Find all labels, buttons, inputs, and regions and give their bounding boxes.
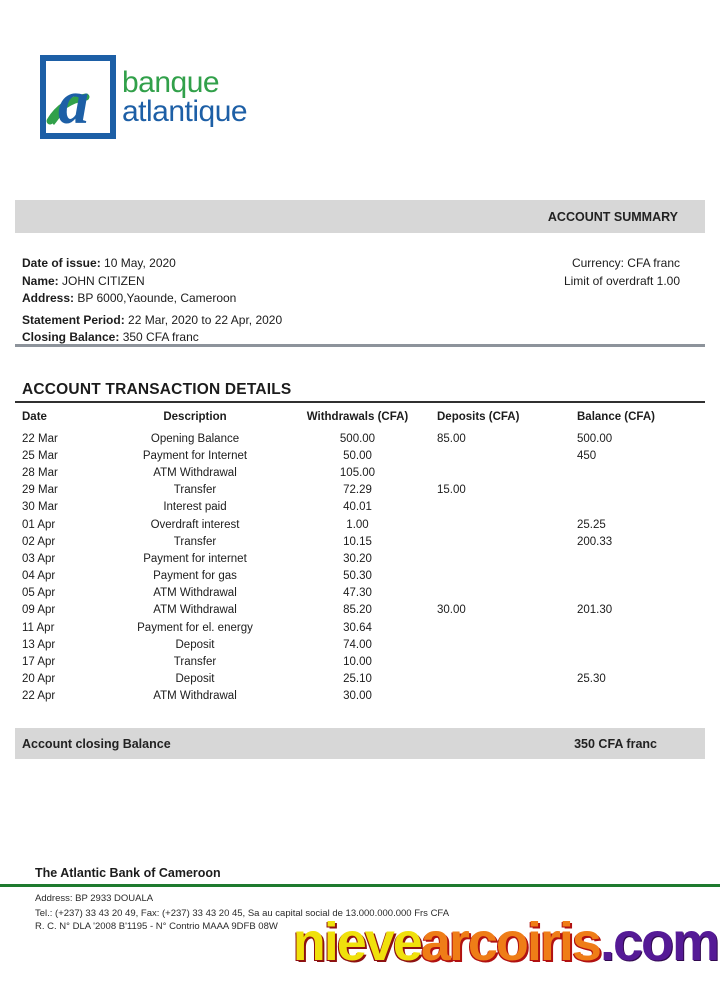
transaction-cell: 500.00 [339,432,376,445]
transaction-cell: 15.00 [437,484,466,497]
transaction-cell: Transfer [173,656,217,669]
transaction-row [15,516,705,533]
transaction-cell [415,464,555,481]
site-watermark [293,913,718,972]
col-header-deposits: Deposits (CFA) [437,411,520,423]
transaction-cell [415,447,555,464]
transaction-cell [555,550,705,567]
transaction-cell: 40.01 [343,501,372,514]
transaction-cell: Interest paid [163,501,227,514]
transaction-cell [415,619,555,636]
statement-period-label: Statement Period: [22,312,125,327]
transaction-cell: 1.00 [346,518,369,531]
transactions-header-row [15,404,705,430]
transaction-cell [555,568,705,585]
transaction-cell: 85.20 [343,604,372,617]
currency-line: Currency: CFA franc [571,256,680,270]
footer-green-divider [0,884,720,887]
transaction-row [15,464,705,481]
bank-logo-icon [40,55,116,139]
transaction-cell [555,499,705,516]
transaction-cell [415,516,555,533]
transaction-cell: 30.00 [437,604,466,617]
transaction-row [15,688,705,705]
transaction-cell: 04 Apr [22,570,56,583]
transaction-cell [415,550,555,567]
transaction-cell [555,585,705,602]
transaction-cell: 201.30 [577,604,613,617]
transaction-cell: 30 Mar [22,501,58,514]
bank-logo-wordmark [122,66,248,128]
transaction-row [15,430,705,447]
name-label: Name: [22,273,59,288]
account-summary-title: ACCOUNT SUMMARY [547,209,678,224]
transactions-table [15,404,705,705]
transaction-cell: Opening Balance [150,432,240,445]
transaction-cell: 85.00 [437,432,466,445]
transactions-title: ACCOUNT TRANSACTION DETAILS [22,381,292,398]
transaction-cell: Overdraft interest [150,518,240,531]
transaction-cell: Transfer [173,535,217,548]
transaction-cell: 20 Apr [22,673,56,686]
account-closing-balance-value: 350 CFA franc [574,736,657,751]
transaction-cell [555,482,705,499]
account-closing-balance-bar [15,728,705,759]
transaction-cell [415,533,555,550]
col-header-balance: Balance (CFA) [577,411,655,423]
statement-period-value: 22 Mar, 2020 to 22 Apr, 2020 [124,312,283,327]
transaction-cell: Payment for el. energy [137,621,253,634]
transaction-cell: 28 Mar [22,466,58,479]
closing-balance-label: Closing Balance: [22,330,120,344]
logo-word-banque: banque [122,66,220,99]
date-of-issue-label: Date of issue: [22,256,101,270]
watermark-part-nieve: nieve [292,912,421,972]
transaction-row [15,671,705,688]
watermark-part-com: .com [599,912,718,972]
transaction-cell: 50.30 [343,570,372,583]
transaction-cell: 47.30 [343,587,372,600]
account-summary-header [15,200,705,233]
transaction-cell: 02 Apr [22,535,56,548]
transaction-cell [555,464,705,481]
address-line [22,290,282,308]
col-header-description: Description [163,411,227,423]
transaction-cell [555,653,705,670]
transaction-cell: 10.00 [343,656,372,669]
transaction-cell: 11 Apr [22,621,55,634]
transaction-cell: 450 [577,449,597,462]
transaction-cell: 25.10 [343,673,372,686]
transaction-cell: 25.30 [577,673,606,686]
transaction-row [15,585,705,602]
transaction-cell [415,636,555,653]
transaction-cell: ATM Withdrawal [153,587,237,600]
watermark-part-arcoiris: arcoiris [420,912,600,972]
footer-registration: R. C. N° DLA '2008 B'1195 - N° Contrio MAAA 9DFB 08W [35,921,278,932]
transaction-cell: 29 Mar [22,484,58,497]
transaction-cell: 200.33 [577,535,613,548]
transaction-cell: Payment for internet [143,552,247,565]
transaction-cell [555,688,705,705]
transaction-cell: 74.00 [343,638,372,651]
statement-period-line [22,312,282,330]
transaction-cell [415,568,555,585]
transaction-cell: 30.00 [343,690,372,703]
transaction-cell: 05 Apr [22,587,56,600]
account-closing-balance-label: Account closing Balance [22,736,171,751]
transaction-cell: 500.00 [577,432,613,445]
transaction-row [15,636,705,653]
footer-address: Address: BP 2933 DOUALA [35,893,154,904]
transaction-cell: 25 Mar [22,449,58,462]
date-of-issue-value: 10 May, 2020 [100,256,176,270]
transaction-cell [415,499,555,516]
name-line [22,273,282,291]
transaction-cell: 22 Mar [22,432,58,445]
transaction-cell: 13 Apr [22,638,56,651]
transaction-cell [555,636,705,653]
transaction-cell: 09 Apr [22,604,56,617]
transaction-cell [415,585,555,602]
transaction-row [15,619,705,636]
transaction-cell: 30.64 [343,621,372,634]
transaction-cell: Deposit [175,638,215,651]
date-of-issue-line [22,255,282,273]
closing-balance-value: 350 CFA franc [119,330,199,344]
transaction-cell: 17 Apr [22,656,56,669]
transaction-row [15,653,705,670]
transaction-cell: ATM Withdrawal [153,690,237,703]
transaction-cell: 03 Apr [22,552,56,565]
transaction-row [15,568,705,585]
summary-details [22,255,282,347]
transaction-row [15,550,705,567]
transaction-cell: Deposit [175,673,215,686]
transaction-cell: 25.25 [577,518,606,531]
transaction-cell [415,688,555,705]
transaction-cell: 72.29 [343,484,372,497]
transaction-row [15,499,705,516]
summary-divider [15,344,705,347]
transaction-cell: 50.00 [343,449,372,462]
transaction-row [15,602,705,619]
transaction-cell: 22 Apr [22,690,56,703]
transaction-cell: 30.20 [343,552,372,565]
col-header-withdrawals: Withdrawals (CFA) [306,411,409,423]
transactions-title-underline [15,401,705,403]
transaction-cell [415,671,555,688]
transaction-row [15,482,705,499]
footer-bank-name: The Atlantic Bank of Cameroon [35,866,221,880]
footer-telephone: Tel.: (+237) 33 43 20 49, Fax: (+237) 33 43 20 45, Sa au capital social de 13.000.000.000 Frs CFA [35,908,450,919]
logo-word-atlantique: atlantique [122,94,248,128]
transaction-cell: ATM Withdrawal [153,604,237,617]
transaction-row [15,533,705,550]
transaction-row [15,447,705,464]
transaction-cell: Payment for gas [153,570,237,583]
transaction-cell: ATM Withdrawal [153,466,237,479]
overdraft-limit-line: Limit of overdraft 1.00 [563,273,680,288]
name-value: JOHN CITIZEN [58,273,145,288]
transaction-cell: Transfer [173,484,217,497]
transaction-cell: 01 Apr [22,518,56,531]
transaction-cell: 10.15 [343,535,372,548]
summary-currency-block [564,255,680,290]
transaction-cell: Payment for Internet [142,449,248,462]
transaction-cell: 105.00 [339,466,376,479]
transaction-cell [415,653,555,670]
col-header-date: Date [22,411,47,423]
svg-text:a: a [58,69,89,137]
address-label: Address: [22,291,75,305]
address-value: BP 6000,Yaounde, Cameroon [74,291,237,305]
bank-logo [40,55,247,139]
transaction-cell [555,619,705,636]
